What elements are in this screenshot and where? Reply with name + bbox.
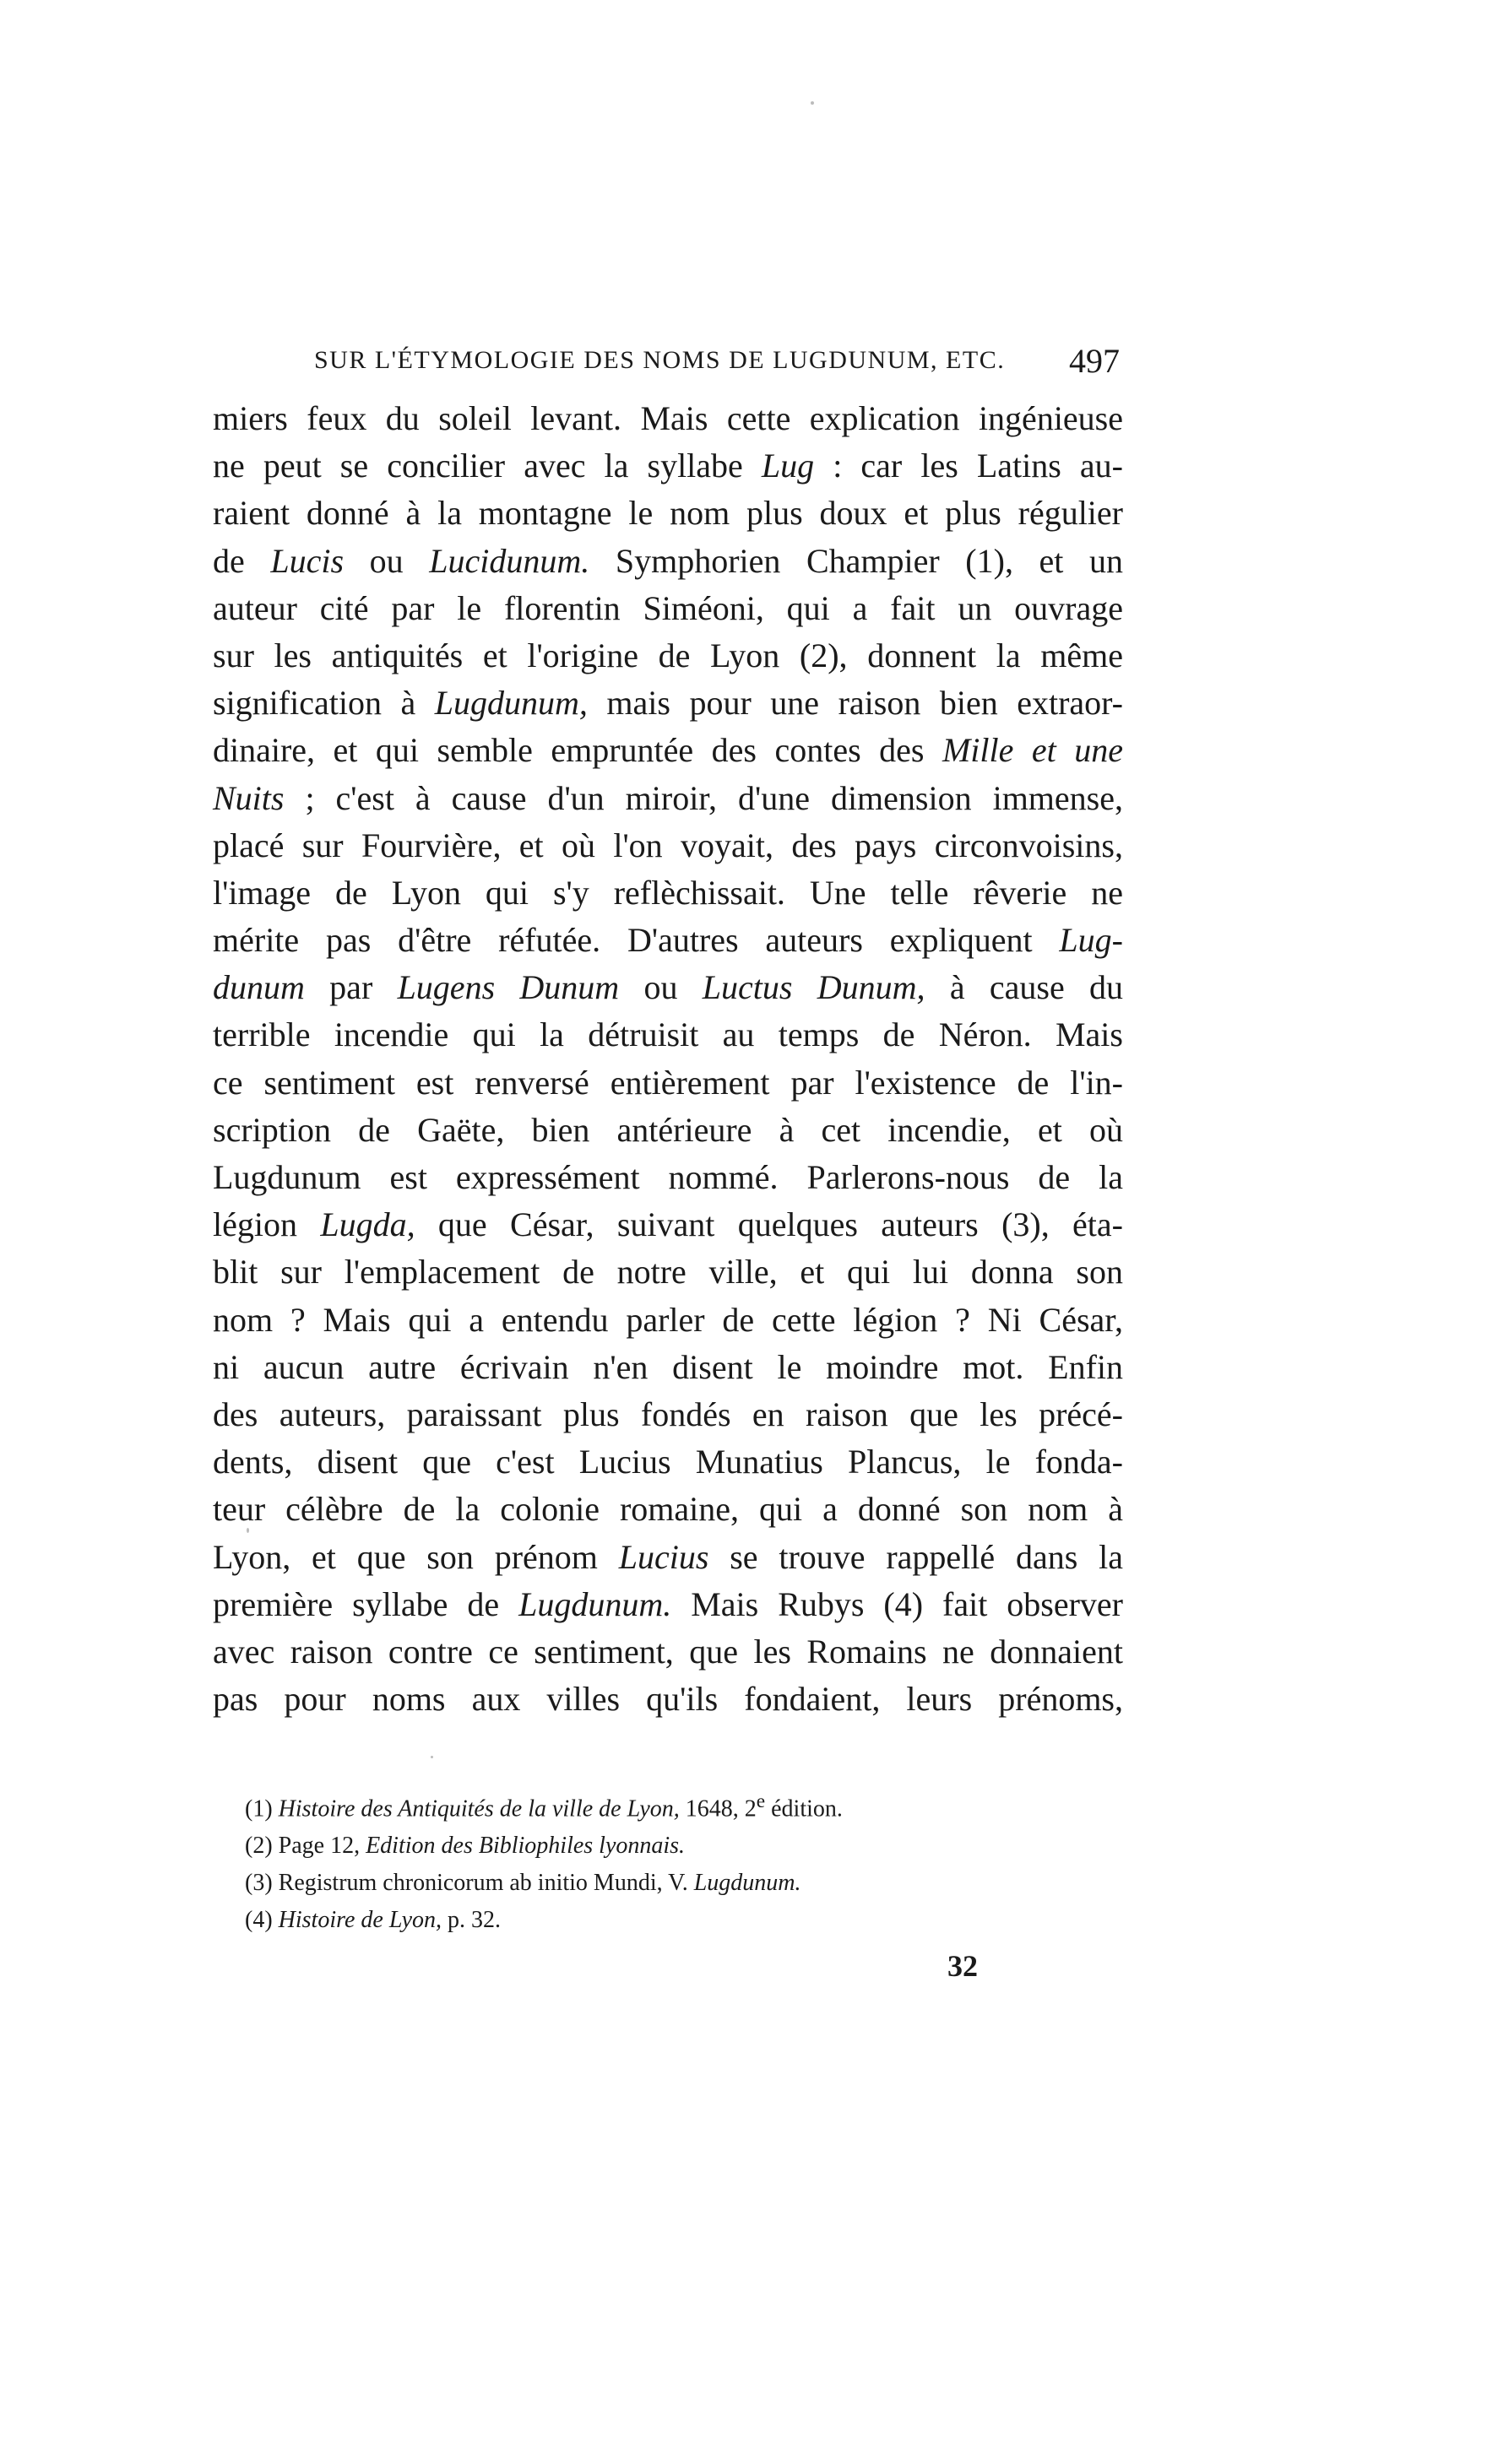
text-run: teur célèbre de la colonie romaine, qui a donné son nom à — [213, 1490, 1123, 1529]
text-line — [213, 442, 1123, 490]
text-run: (4) — [245, 1907, 279, 1934]
footnotes — [245, 1783, 1123, 1939]
italic-run: Edition des Bibliophiles lyonnais. — [366, 1833, 686, 1860]
text-line — [213, 1344, 1123, 1391]
text-run: scription de Gaëte, bien antérieure à cet incendie, et où — [213, 1110, 1123, 1149]
running-title: SUR L'ÉTYMOLOGIE DES NOMS DE LUGDUNUM, ETC. — [314, 346, 1006, 374]
body-text — [213, 395, 1123, 1723]
paper-speck — [431, 1756, 433, 1758]
text-run: Lugdunum est expressément nommé. Parlerons-nous de la — [213, 1158, 1123, 1196]
text-line — [213, 1107, 1123, 1154]
italic-run: Lug — [761, 447, 815, 485]
text-line — [213, 585, 1123, 632]
text-run: raient donné à la montagne le nom plus doux et plus régulier — [213, 494, 1123, 533]
italic-run: Lugdunum. — [693, 1870, 801, 1897]
italic-run: Lug- — [1059, 921, 1123, 960]
text-line — [213, 1201, 1123, 1248]
footnote — [245, 1828, 1123, 1865]
text-run: auteur cité par le florentin Siméoni, qui a fait un ouvrage — [213, 588, 1123, 627]
text-line — [213, 964, 1123, 1011]
text-line — [213, 632, 1123, 680]
text-run: à cause du — [925, 968, 1124, 1007]
italic-run: Lugdunum, — [434, 684, 588, 723]
text-run: p. 32. — [442, 1907, 501, 1934]
text-run: mérite pas d'être réfutée. D'autres auteurs expliquent — [213, 921, 1060, 960]
text-run: terrible incendie qui la détruisit au temps de Néron. Mais — [213, 1015, 1123, 1054]
italic-run: Lucis — [270, 541, 345, 580]
running-head — [314, 341, 1120, 392]
text-line — [213, 869, 1123, 917]
text-line — [213, 1154, 1123, 1201]
footnote — [245, 1783, 1123, 1828]
text-line — [213, 1676, 1123, 1723]
text-run: légion — [213, 1205, 321, 1244]
text-run: 1648, 2 — [679, 1795, 757, 1822]
text-run: (2) Page 12, — [245, 1833, 366, 1860]
text-run: première syllabe de — [213, 1584, 519, 1623]
text-run: pas pour noms aux villes qu'ils fondaient, leurs prénoms, — [213, 1680, 1123, 1719]
italic-run: Lugens Dunum — [397, 968, 620, 1007]
text-run: sur les antiquités et l'origine de Lyon (2), donnent la même — [213, 636, 1123, 674]
text-run: ce sentiment est renversé entièrement par l'existence de l'in- — [213, 1063, 1123, 1102]
text-line — [213, 1581, 1123, 1628]
text-run: des auteurs, paraissant plus fondés en raison que les précé- — [213, 1394, 1123, 1433]
page-number: 497 — [1069, 342, 1120, 380]
text-line — [213, 1248, 1123, 1296]
text-run: l'image de Lyon qui s'y reflèchissait. Une telle rêverie ne — [213, 873, 1123, 912]
text-line — [213, 1297, 1123, 1344]
text-line — [213, 822, 1123, 869]
text-run: ne peut se concilier avec la syllabe — [213, 447, 762, 485]
text-run: (3) Registrum chronicorum ab initio Mundi, V. — [245, 1870, 694, 1897]
text-run: Lyon, et que son prénom — [213, 1537, 619, 1576]
paper-speck — [811, 101, 814, 105]
text-run: nom ? Mais qui a entendu parler de cette légion ? Ni César, — [213, 1300, 1123, 1339]
footnote — [245, 1902, 1123, 1939]
italic-run: Lucius — [618, 1537, 709, 1576]
text-run: par — [304, 968, 398, 1007]
text-line — [213, 395, 1123, 442]
text-run: dents, disent que c'est Lucius Munatius Plancus, le fonda- — [213, 1443, 1123, 1481]
text-run: dinaire, et qui semble empruntée des contes des — [213, 731, 942, 770]
superscript: e — [756, 1790, 766, 1812]
text-line — [213, 727, 1123, 774]
text-run: édition. — [765, 1795, 843, 1822]
italic-run: Histoire de Lyon, — [278, 1907, 442, 1934]
text-line — [213, 1534, 1123, 1581]
paper-speck — [247, 1528, 249, 1533]
text-run: mais pour une raison bien extraor- — [587, 684, 1123, 723]
text-run: Symphorien Champier (1), et un — [589, 541, 1123, 580]
text-line — [213, 1486, 1123, 1533]
text-run: ; c'est à cause d'un miroir, d'une dimension immense, — [284, 778, 1123, 817]
text-run: signification à — [213, 684, 435, 723]
text-line — [213, 775, 1123, 822]
italic-run: Histoire des Antiquités de la ville de Lyon, — [278, 1795, 680, 1822]
italic-run: dunum — [213, 968, 305, 1007]
text-run: placé sur Fourvière, et où l'on voyait, des pays circonvoisins, — [213, 826, 1123, 864]
text-line — [213, 538, 1123, 585]
footnote — [245, 1865, 1123, 1902]
text-line — [213, 1438, 1123, 1486]
text-run: de — [213, 541, 271, 580]
text-run: se trouve rappellé dans la — [708, 1537, 1123, 1576]
text-run: avec raison contre ce sentiment, que les Romains ne donnaient — [213, 1632, 1123, 1671]
text-line — [213, 1011, 1123, 1059]
text-line — [213, 1059, 1123, 1107]
italic-run: Lugdunum. — [518, 1584, 672, 1623]
text-line — [213, 1628, 1123, 1676]
italic-run: Luctus Dunum, — [702, 968, 925, 1007]
text-line — [213, 680, 1123, 727]
text-run: ni aucun autre écrivain n'en disent le moindre mot. Enfin — [213, 1347, 1123, 1386]
italic-run: Nuits — [213, 778, 285, 817]
text-run: ou — [344, 541, 430, 580]
italic-run: Lugda, — [320, 1205, 415, 1244]
text-run: Mais Rubys (4) fait observer — [671, 1584, 1124, 1623]
text-run: (1) — [245, 1795, 279, 1822]
text-line — [213, 917, 1123, 964]
text-run: miers feux du soleil levant. Mais cette explication ingénieuse — [213, 399, 1123, 437]
italic-run: Mille et une — [942, 731, 1123, 770]
signature-mark: 32 — [947, 1949, 978, 1983]
italic-run: Lucidunum. — [429, 541, 590, 580]
text-run: ou — [619, 968, 703, 1007]
text-line — [213, 490, 1123, 537]
text-run: que César, suivant quelques auteurs (3), éta- — [415, 1205, 1123, 1244]
text-line — [213, 1391, 1123, 1438]
text-run: blit sur l'emplacement de notre ville, et qui lui donna son — [213, 1253, 1123, 1292]
text-run: : car les Latins au- — [814, 447, 1123, 485]
